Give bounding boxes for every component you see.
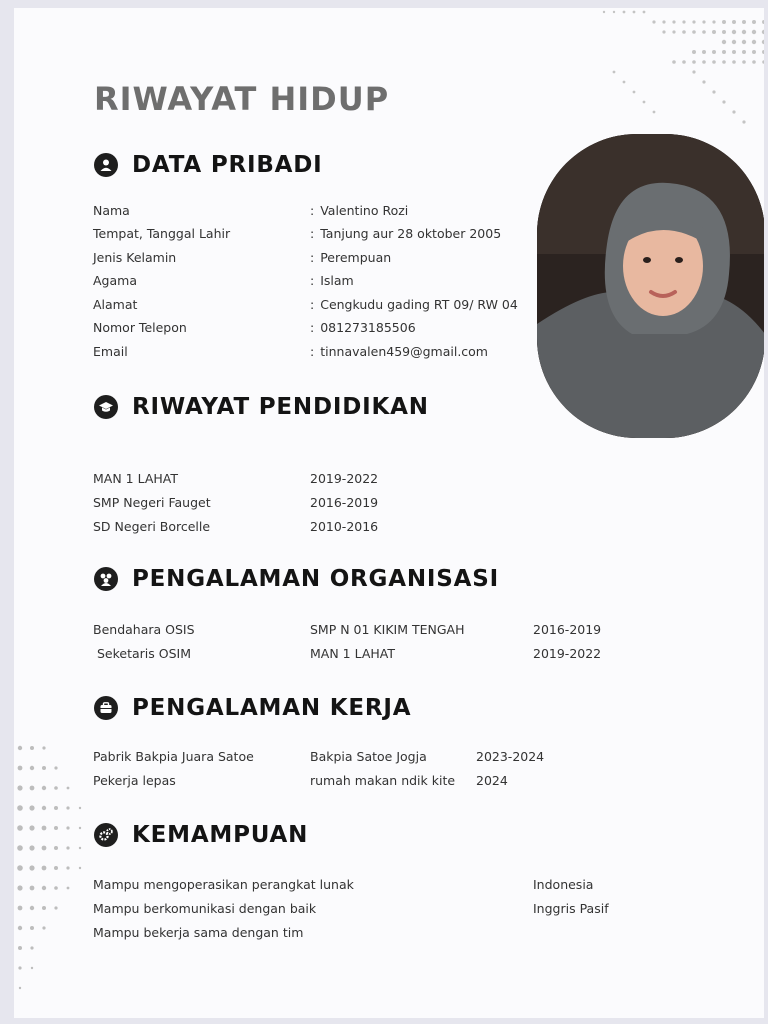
language-item: Inggris Pasif bbox=[533, 901, 609, 916]
education-school: SMP Negeri Fauget bbox=[93, 495, 211, 510]
personal-label: Alamat bbox=[93, 297, 138, 312]
language-item: Indonesia bbox=[533, 877, 594, 892]
personal-value: : tinnavalen459@gmail.com bbox=[310, 344, 488, 359]
religion-value: Islam bbox=[320, 273, 354, 288]
personal-label: Tempat, Tanggal Lahir bbox=[93, 226, 231, 241]
education-years: 2019-2022 bbox=[310, 471, 379, 486]
personal-label: Agama bbox=[93, 273, 137, 288]
graduation-cap-icon bbox=[94, 395, 118, 419]
document-title: RIWAYAT HIDUP bbox=[94, 80, 390, 118]
address-value: Cengkudu gading RT 09/ RW 04 bbox=[320, 297, 518, 312]
work-job: Pabrik Bakpia Juara Satoe bbox=[93, 749, 254, 764]
skill-item: Mampu berkomunikasi dengan baik bbox=[93, 901, 317, 916]
organization-place: SMP N 01 KIKIM TENGAH bbox=[310, 622, 465, 637]
cv-page bbox=[14, 8, 764, 1018]
personal-value: : 081273185506 bbox=[310, 320, 416, 335]
education-years: 2010-2016 bbox=[310, 519, 379, 534]
gender-value: Perempuan bbox=[320, 250, 392, 265]
section-personal-data bbox=[94, 148, 323, 182]
skill-item: Mampu mengoperasikan perangkat lunak bbox=[93, 877, 354, 892]
education-school: SD Negeri Borcelle bbox=[93, 519, 211, 534]
section-title: KEMAMPUAN bbox=[132, 822, 309, 848]
organization-role: Bendahara OSIS bbox=[93, 622, 195, 637]
skill-item: Mampu bekerja sama dengan tim bbox=[93, 925, 304, 940]
gears-icon bbox=[94, 823, 118, 847]
briefcase-icon bbox=[94, 696, 118, 720]
personal-value: : Valentino Rozi bbox=[310, 203, 409, 218]
work-years: 2024 bbox=[476, 773, 508, 788]
email-value: tinnavalen459@gmail.com bbox=[320, 344, 488, 359]
decorative-dot-pattern bbox=[574, 8, 764, 142]
education-years: 2016-2019 bbox=[310, 495, 379, 510]
personal-value: : Perempuan bbox=[310, 250, 392, 265]
user-icon bbox=[94, 153, 118, 177]
section-skills bbox=[94, 818, 308, 852]
work-place: Bakpia Satoe Jogja bbox=[310, 749, 427, 764]
group-icon bbox=[94, 567, 118, 591]
work-years: 2023-2024 bbox=[476, 749, 545, 764]
education-school: MAN 1 LAHAT bbox=[93, 471, 179, 486]
organization-years: 2016-2019 bbox=[533, 622, 602, 637]
decorative-dot-pattern bbox=[14, 728, 108, 1018]
personal-label: Jenis Kelamin bbox=[93, 250, 177, 265]
personal-label: Email bbox=[93, 344, 128, 359]
section-work bbox=[94, 691, 411, 725]
phone-value: 081273185506 bbox=[320, 320, 416, 335]
section-title: RIWAYAT PENDIDIKAN bbox=[132, 394, 429, 420]
section-organization bbox=[94, 562, 499, 596]
personal-value: : Cengkudu gading RT 09/ RW 04 bbox=[310, 297, 518, 312]
birth-value: Tanjung aur 28 oktober 2005 bbox=[320, 226, 502, 241]
personal-value: : Tanjung aur 28 oktober 2005 bbox=[310, 226, 502, 241]
organization-years: 2019-2022 bbox=[533, 646, 602, 661]
work-place: rumah makan ndik kite bbox=[310, 773, 456, 788]
organization-role: Seketaris OSIM bbox=[97, 646, 192, 661]
section-title: DATA PRIBADI bbox=[132, 152, 323, 178]
personal-label: Nama bbox=[93, 203, 130, 218]
profile-photo bbox=[537, 134, 764, 438]
section-title: PENGALAMAN KERJA bbox=[132, 695, 412, 721]
name-value: Valentino Rozi bbox=[320, 203, 409, 218]
section-education bbox=[94, 390, 429, 424]
organization-place: MAN 1 LAHAT bbox=[310, 646, 396, 661]
section-title: PENGALAMAN ORGANISASI bbox=[132, 566, 499, 592]
personal-value: : Islam bbox=[310, 273, 354, 288]
work-job: Pekerja lepas bbox=[93, 773, 176, 788]
personal-label: Nomor Telepon bbox=[93, 320, 187, 335]
